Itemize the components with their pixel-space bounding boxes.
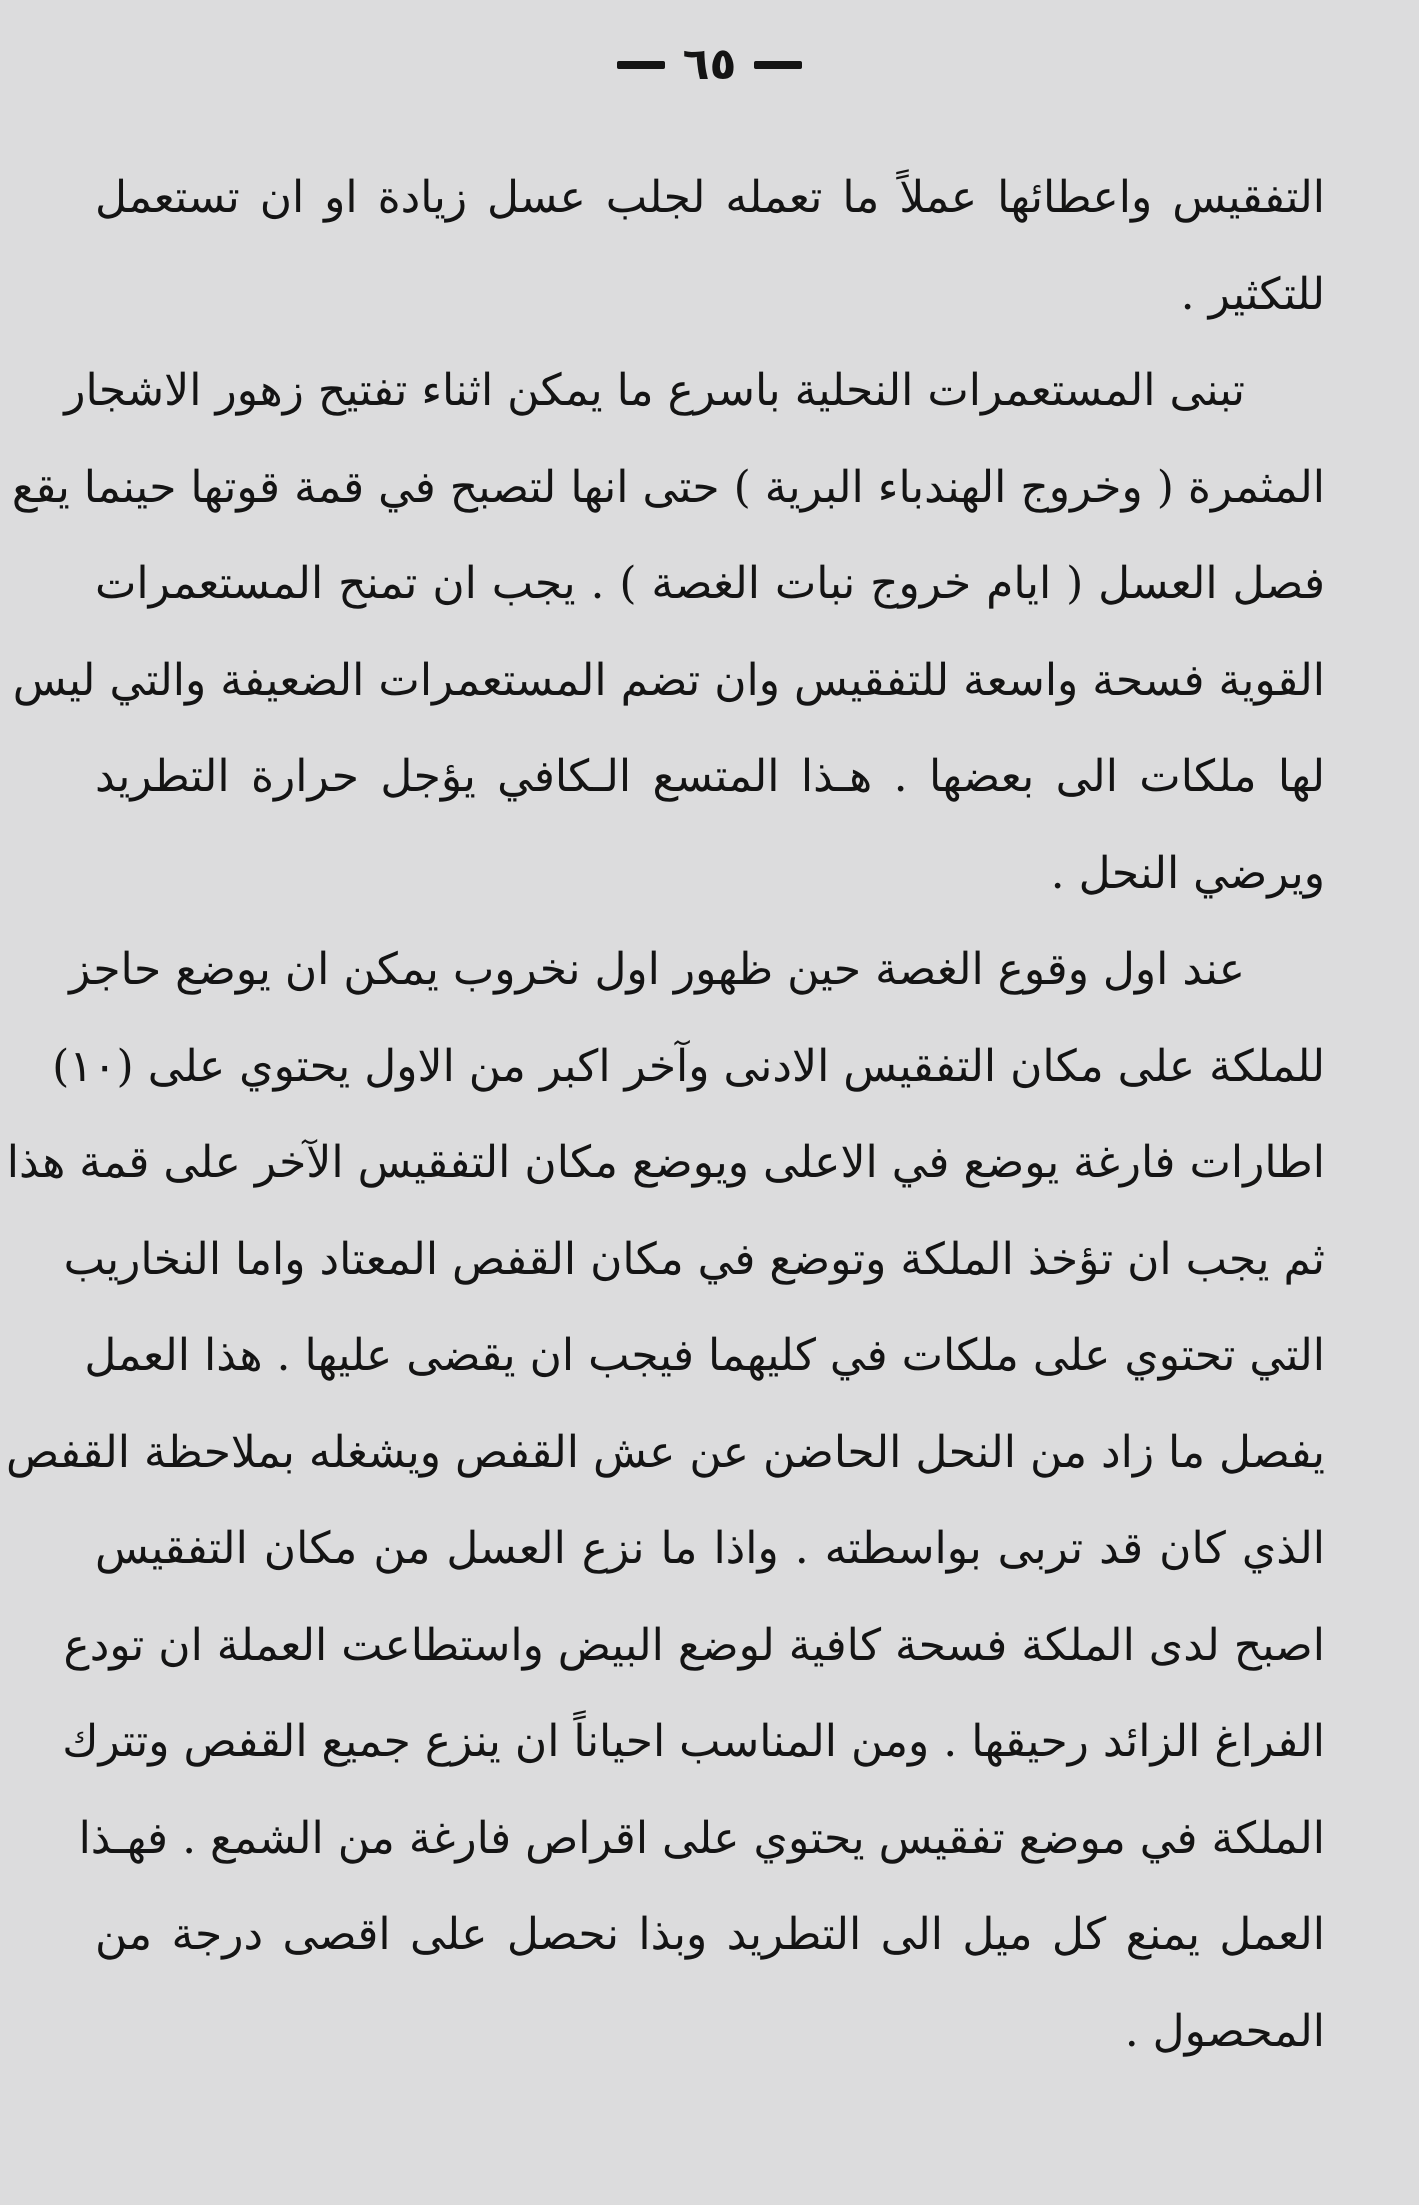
text-line: التي تحتوي على ملكات في كليهما فيجب ان يقضى عليها . هذا العمل [84, 1330, 1325, 1381]
paragraph-2 [11, 343, 1325, 922]
text-line: الملكة في موضع تفقيس يحتوي على اقراص فارغة من الشمع . فهـذا [78, 1812, 1325, 1864]
text-line: فصل العسل ( ايام خروج نبات الغصة ) . يجب ان تمنح المستعمرات [95, 558, 1325, 609]
text-line: القوية فسحة واسعة للتفقيس وان تضم المستعمرات الضعيفة والتي ليس [12, 654, 1325, 706]
text-line: ويرضي النحل . [1050, 847, 1325, 899]
text-line: الذي كان قد تربى بواسطته . واذا ما نزع العسل من مكان التفقيس [95, 1523, 1325, 1574]
paragraph-1 [95, 150, 1325, 343]
text-line: يفصل ما زاد من النحل الحاضن عن عش القفص ويشغله بملاحظة القفص [5, 1426, 1325, 1478]
paragraph-3 [5, 922, 1325, 2080]
text-line: عند اول وقوع الغصة حين ظهور اول نخروب يمكن ان يوضع حاجز [69, 944, 1245, 995]
text-line: ثم يجب ان تؤخذ الملكة وتوضع في مكان القفص المعتاد واما النخاريب [63, 1233, 1325, 1285]
text-line: لها ملكات الى بعضها . هـذا المتسع الـكافي يؤجل حرارة التطريد [95, 751, 1325, 802]
page-number: ٦٥ [682, 39, 737, 90]
text-line: للتكثير . [1180, 268, 1325, 320]
page-body [5, 150, 1325, 2080]
text-line: المحصول . [1124, 2005, 1325, 2057]
header-dash-right [754, 61, 802, 69]
text-line: المثمرة ( وخروج الهندباء البرية ) حتى انها لتصبح في قمة قوتها حينما يقع [11, 461, 1325, 513]
text-line: تبنى المستعمرات النحلية باسرع ما يمكن اثناء تفتيح زهور الاشجار [64, 365, 1245, 416]
text-line: للملكة على مكان التفقيس الادنى وآخر اكبر من الاول يحتوي على (١٠) [52, 1040, 1325, 1092]
page-header [0, 40, 1419, 90]
text-line: اطارات فارغة يوضع في الاعلى ويوضع مكان التفقيس الآخر على قمة هذا [6, 1137, 1325, 1188]
header-dash-left [617, 61, 665, 69]
text-line: اصبح لدى الملكة فسحة كافية لوضع البيض واستطاعت العملة ان تودع [63, 1619, 1325, 1671]
text-line: التفقيس واعطائها عملاً ما تعمله لجلب عسل زيادة او ان تستعمل [95, 172, 1325, 223]
text-line: العمل يمنع كل ميل الى التطريد وبذا نحصل على اقصى درجة من [95, 1909, 1325, 1960]
text-line: الفراغ الزائد رحيقها . ومن المناسب احياناً ان ينزع جميع القفص وتترك [62, 1716, 1325, 1767]
